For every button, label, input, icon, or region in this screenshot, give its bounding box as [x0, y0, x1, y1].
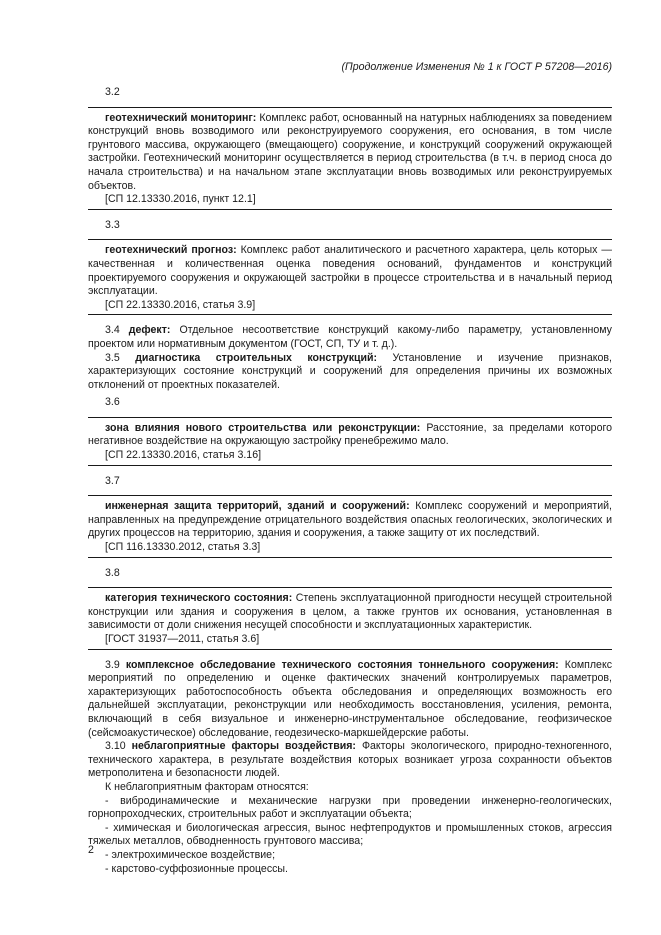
term: неблагоприятные факторы воздействия: [131, 740, 356, 753]
term: диагностика строительных конструкций: [135, 351, 378, 364]
definition-text: Комплекс работ аналитического и расчетного характера, цель которых — качественная и количественная оценка поведения оснований, фундаментов и конструкций проектируемого сооружения и окружающей застройки в процессе строительства и в начальный период эксплуатации. [88, 244, 612, 298]
term: категория технического состояния: [105, 592, 293, 605]
term: зона влияния нового строительства или реконструкции: [105, 421, 421, 434]
definition-paragraph [88, 500, 612, 541]
section-number: 3.7 [105, 474, 120, 487]
section-number: 3.3 [105, 218, 120, 231]
source-reference: [ГОСТ 31937—2011, статья 3.6] [105, 633, 260, 645]
definition-paragraph [88, 422, 612, 449]
definition-text: Расстояние, за пределами которого негативное воздействие на окружающую застройку пренебрежимо мало. [88, 421, 612, 448]
definition-text: Степень эксплуатационной пригодности несущей строительной конструкции или здания и сооружения в целом, а также грунтов их основания, установленная в зависимости от доли снижения несущей способности и эксплуатационных характеристик. [88, 592, 613, 632]
factor-item: - карстово-суффозионные процессы. [105, 862, 288, 875]
section-3-3 [88, 219, 612, 316]
definition-text: Отдельное несоответствие конструкций какому-либо параметру, установленному проектом или нормативным документом (ГОСТ, СП, ТУ и т. д.). [88, 324, 612, 350]
source-reference: [СП 22.13330.2016, статья 3.9] [105, 298, 256, 311]
definition-box [88, 417, 612, 466]
section-3-7 [88, 475, 612, 558]
section-number: 3.8 [105, 566, 120, 579]
source-reference: [СП 22.13330.2016, статья 3.16] [105, 449, 262, 462]
section-number: 3.5 [105, 351, 120, 364]
definition-paragraph [88, 592, 612, 633]
section-3-2 [88, 86, 612, 210]
section-3-9 [88, 659, 612, 741]
document-body [88, 86, 612, 876]
term: геотехнический мониторинг: [105, 111, 257, 124]
definition-text: Комплекс мероприятий по определению и оценке фактических значений контролируемых параметров, характеризующих работоспособность объекта обследования и определяющих возможность его дальнейшей эксплуатации, реконструкции или необходимость восстановления, усиления, ремонта, включающий в себя визуальное и инженерно-инструментальное обследование, геофизическое (сейсмоакустическое) обследование, геодезическо-маркшейдерские работы. [88, 658, 612, 739]
factor-item: - электрохимическое воздействие; [105, 848, 276, 861]
section-3-10 [88, 740, 612, 781]
section-3-6 [88, 396, 612, 465]
section-3-5 [88, 352, 612, 393]
factors-intro: К неблагоприятным факторам относятся: [105, 780, 309, 793]
section-number: 3.10 [105, 740, 126, 753]
term: комплексное обследование технического состояния тоннельного сооружения: [125, 658, 559, 671]
definition-text: Установление и изучение признаков, характеризующих состояние конструкций и сооружений для определения причины их возможных отклонений от проектных показателей. [88, 351, 613, 391]
section-number: 3.4 [105, 324, 120, 337]
term: дефект: [128, 324, 171, 337]
definition-paragraph [88, 112, 612, 194]
factor-item: - химическая и биологическая агрессия, вынос нефтепродуктов и промышленных стоков, агрессия тяжелых металлов, обводненность грунтового массива; [88, 821, 612, 848]
source-reference: [СП 12.13330.2016, пункт 12.1] [105, 193, 256, 206]
definition-box [88, 107, 612, 210]
definition-text: Факторы экологического, природно-техногенного, технического характера, в результате воздействия которых возникает угроза сохранности объектов метрополитена и безопасности людей. [88, 740, 612, 780]
section-3-4 [88, 324, 612, 351]
definition-box [88, 587, 612, 649]
term: инженерная защита территорий, зданий и сооружений: [105, 500, 410, 513]
source-reference: [СП 116.13330.2012, статья 3.3] [105, 541, 261, 554]
term: геотехнический прогноз: [105, 244, 237, 257]
definition-text: Комплекс работ, основанный на натурных наблюдениях за поведением конструкций вновь возводимого или реконструируемого сооружения, его основания, в том числе грунтового массива, окружающего (вмещающего) сооружение, и конструкций сооружений окружающей застройки. Геотехнический мониторинг осуществляется в период строительства (в т.ч. в период сноса до начала строительства) и на начальном этапе эксплуатации вновь возводимых или реконструируемых объектов. [88, 111, 612, 192]
section-3-8 [88, 567, 612, 650]
definition-text: Комплекс сооружений и мероприятий, направленных на предупреждение отрицательного воздействия опасных геологических, экологических и других процессов на территорию, здания и сооружения, а также защиту от их последствий. [88, 500, 612, 540]
definition-box [88, 239, 612, 315]
section-number: 3.6 [105, 396, 120, 409]
section-number: 3.9 [105, 658, 120, 671]
continuation-header: (Продолжение Изменения № 1 к ГОСТ Р 57208—2016) [341, 61, 612, 73]
definition-box [88, 495, 612, 557]
definition-paragraph [88, 244, 612, 298]
factor-item: - вибродинамические и механические нагрузки при проведении инженерно-геологических, горнопроходческих, строительных работ и эксплуатации объекта; [88, 794, 612, 821]
section-number: 3.2 [105, 86, 120, 98]
page-number: 2 [88, 844, 94, 856]
